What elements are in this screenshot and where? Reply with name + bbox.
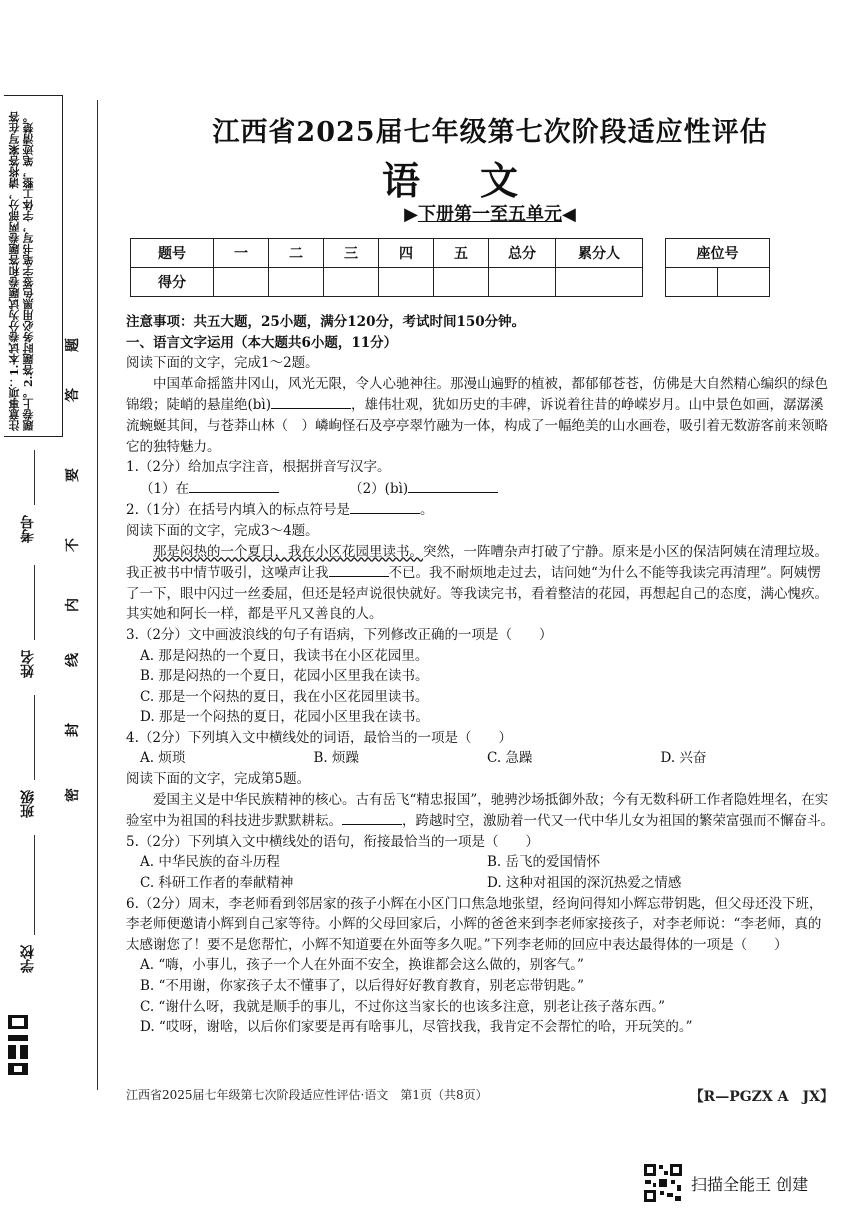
score-cell: [324, 268, 379, 297]
score-cell: [379, 268, 434, 297]
seal-word: 封: [65, 723, 81, 737]
seat-cell: [718, 268, 770, 297]
option[interactable]: D. “哎呀，谢啥，以后你们家要是再有啥事儿，尽管找我，我肯定不会帮忙的哈，开玩笑的。”: [140, 1019, 693, 1036]
seat-table: [665, 238, 770, 297]
binding-notice: 注意事项：1.本试卷分为试题卷和答题卷两部分，请将答案写在答题卷上。2.答题时务必用黑色签字笔书写，字体工整，笔迹清楚。: [8, 111, 35, 431]
triangle-right-icon: ▶: [404, 204, 418, 225]
scope-text: 下册第一至五单元: [418, 204, 562, 225]
passage-1: [126, 374, 834, 457]
question-2-text: 2.（1分）在括号内填入的标点符号是: [126, 502, 350, 519]
passage-3: [126, 790, 834, 832]
passage-3-part-a: 爱国主义是中华民族精神的核心。古有岳飞“精忠报国”，驰骋沙场抵御外敌；今有无数科研工作者隐姓埋名，在实验室中为祖国的科技进步默默耕耘。: [126, 791, 829, 830]
question-2: 2.（1分）在括号内填入的标点符号是 。: [126, 499, 834, 521]
field-line: [34, 835, 35, 935]
answer-blank[interactable]: [271, 394, 351, 409]
subject-title: 语文: [381, 158, 578, 203]
score-header: 总分: [489, 239, 556, 268]
score-header: 三: [324, 239, 379, 268]
scope-banner: [360, 200, 620, 226]
passage-2-part-a: 突然，一阵嘈杂声打破了宁静。原来是小区的保洁阿姨在清理垃圾。我正被书中情节吸引，这噪声让我: [126, 543, 828, 582]
scanner-label: 扫描全能王 创建: [691, 1174, 809, 1194]
question-1a: （1）在: [140, 480, 190, 497]
field-line: [34, 695, 35, 780]
passage-3-part-b: ，跨越时空，激励着一代又一代中华儿女为祖国的繁荣富强而不懈奋斗。: [402, 813, 834, 830]
scanner-watermark: [643, 1163, 808, 1203]
question-1-items: [126, 478, 834, 500]
seal-word: 密: [65, 788, 81, 802]
seat-cell: [666, 268, 718, 297]
field-label-class: 班级: [20, 790, 36, 818]
options-row: [126, 748, 834, 769]
score-header: 二: [269, 239, 324, 268]
passage-2: [126, 542, 834, 625]
field-line: [34, 565, 35, 640]
answer-blank[interactable]: [350, 499, 420, 514]
option[interactable]: C. “谢什么呀，我就是顺手的事儿，不过你这当家长的也该多注意，别老让孩子落东西。”: [140, 998, 665, 1015]
option[interactable]: A. 烦琐: [140, 750, 186, 767]
option[interactable]: B. 烦躁: [313, 750, 360, 767]
option[interactable]: C. 那是一个闷热的夏日，我在小区花园里读书。: [140, 688, 429, 705]
exam-body: [126, 312, 834, 1038]
score-header: 题号: [131, 239, 214, 268]
question-3: 3.（2分）文中画波浪线的句子有语病，下列修改正确的一项是（ ）: [126, 626, 553, 643]
option[interactable]: D. 这种对祖国的深沉热爱之情感: [487, 875, 682, 892]
answer-blank[interactable]: [342, 810, 402, 825]
reading-instruction: 阅读下面的文字，完成3～4题。: [126, 522, 319, 539]
seal-line: [97, 100, 98, 1090]
answer-blank[interactable]: [329, 562, 389, 577]
binding-strip: [0, 95, 100, 1095]
binding-qr-icon: [6, 1013, 32, 1077]
score-table: [130, 238, 643, 297]
seal-word: 线: [65, 653, 81, 667]
question-1b: （2）(bì): [349, 480, 409, 497]
exam-notice: 注意事项：共五大题，25小题，满分120分，考试时间150分钟。: [126, 314, 526, 330]
options-row: [126, 873, 834, 894]
field-line: [34, 450, 35, 505]
question-4: 4.（2分）下列填入文中横线处的词语，最恰当的一项是（ ）: [126, 729, 512, 746]
passage-2-part-b: 不已。我不耐烦地走过去，诘问她“为什么不能等我读完再清理”。阿姨愣了一下，眼中闪过一丝委屈，但还是轻声说很快就好。等我读完书，看着整洁的花园，再想起自己的态度，满心愧疚。其实她和阿长一样，都是平凡又善良的人。: [126, 565, 828, 623]
passage-1-part-b: ，雄伟壮观，犹如历史的丰碑，诉说着往昔的峥嵘岁月。山中景色如画，潺潺溪流蜿蜒其间，与苍莽山林（ ）嶙峋怪石及亭亭翠竹融为一体，构成了一幅绝美的山水画卷，吸引着无数游客前来领略它的独特魅力。: [126, 397, 828, 455]
option[interactable]: A. “嗨，小事儿，孩子一个人在外面不安全，换谁都会这么做的，别客气。”: [140, 957, 584, 974]
field-label-name: 姓名: [20, 650, 36, 678]
seal-word: 内: [65, 598, 81, 612]
option[interactable]: C. 科研工作者的奉献精神: [140, 875, 294, 892]
reading-instruction: 阅读下面的文字，完成第5题。: [126, 771, 311, 788]
score-header: 累分人: [556, 239, 643, 268]
option[interactable]: D. 兴奋: [660, 750, 707, 767]
score-cell: [214, 268, 269, 297]
page-footer: [126, 1086, 834, 1106]
wavy-sentence: 那是闷热的一个夏日，我在小区花园里读书。: [153, 543, 423, 560]
question-1: 1.（2分）给加点字注音，根据拼音写汉字。: [126, 459, 391, 476]
question-5: 5.（2分）下列填入文中横线处的语句，衔接最恰当的一项是（ ）: [126, 833, 539, 850]
option[interactable]: D. 那是一个闷热的夏日，花园小区里我在读书。: [140, 709, 429, 726]
field-label-school: 学校: [20, 945, 36, 973]
field-label-exam-no: 考号: [20, 515, 36, 543]
seal-word: 不: [65, 538, 81, 552]
score-cell: [434, 268, 489, 297]
answer-blank[interactable]: [189, 478, 279, 493]
qr-code-icon: [643, 1163, 683, 1203]
seal-word: 要: [65, 468, 81, 482]
triangle-left-icon: ◀: [562, 204, 576, 225]
option[interactable]: B. 那是闷热的一个夏日，花园小区里我在读书。: [140, 668, 429, 685]
score-cell: [269, 268, 324, 297]
score-cell: [489, 268, 556, 297]
footer-page-info: 江西省2025届七年级第七次阶段适应性评估·语文 第1页（共8页）: [126, 1088, 488, 1102]
score-header: 五: [434, 239, 489, 268]
question-6: 6.（2分）周末，李老师看到邻居家的孩子小辉在小区门口焦急地张望，经询问得知小辉忘带钥匙，但父母还没下班，李老师便邀请小辉到自己家等待。小辉的父母回家后，小辉的爸爸来到李老师家接孩子，对李老师说：“李老师，真的太感谢您了！要不是您帮忙，小辉不知道要在外面等多久呢。”下列李老师的回应中表达最得体的一项是（ ）: [126, 895, 823, 953]
section-heading: 一、语言文字运用（本大题共6小题，11分）: [126, 334, 398, 351]
option[interactable]: B. “不用谢，你家孩子太不懂事了，以后得好好教育教育，别老忘带钥匙。”: [140, 978, 585, 994]
seat-label: 座位号: [666, 239, 770, 268]
score-cell: [556, 268, 643, 297]
options-row: [126, 852, 834, 873]
footer-code: 【R—PGZX A JX】: [689, 1089, 834, 1105]
passage-1-part-a: 中国革命摇篮井冈山，风光无限，令人心驰神往。那漫山遍野的植被，都郁郁苍苍，仿佛是大自然精心编织的绿色锦缎；陡峭的悬崖绝(bì): [126, 375, 828, 414]
option[interactable]: A. 那是闷热的一个夏日，我读书在小区花园里。: [140, 647, 429, 664]
score-header: 一: [214, 239, 269, 268]
seal-word: 答: [65, 388, 81, 402]
score-header: 四: [379, 239, 434, 268]
answer-blank[interactable]: [408, 478, 498, 493]
reading-instruction: 阅读下面的文字，完成1～2题。: [126, 355, 319, 372]
page-title: 江西省2025届七年级第七次阶段适应性评估: [212, 117, 768, 148]
option[interactable]: A. 中华民族的奋斗历程: [140, 854, 280, 871]
score-row-label: 得分: [131, 268, 214, 297]
option[interactable]: B. 岳飞的爱国情怀: [487, 854, 601, 871]
seal-word: 题: [65, 338, 81, 352]
option[interactable]: C. 急躁: [487, 750, 533, 767]
